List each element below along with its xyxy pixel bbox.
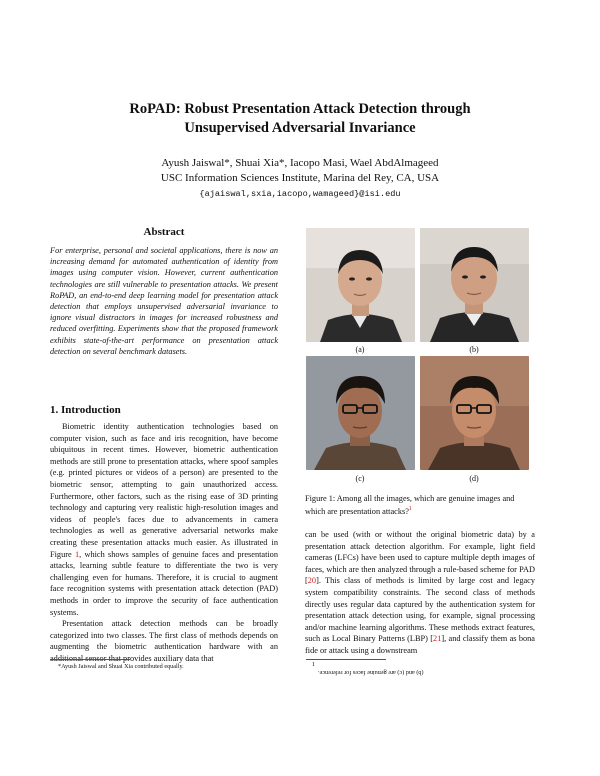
- left-footnote-rule: [50, 659, 130, 660]
- right-footnote-rule: [306, 659, 386, 660]
- citation-20-link[interactable]: 20: [307, 576, 317, 586]
- right-paragraph: [305, 529, 535, 657]
- emails: {ajaiswal,sxia,iacopo,wamageed}@isi.edu: [199, 189, 401, 199]
- figure-caption: [305, 493, 533, 517]
- right-column-body: [305, 529, 535, 657]
- face-photo-b: [420, 228, 529, 342]
- authors: Ayush Jaiswal*, Shuai Xia*, Iacopo Masi, Wael AbdAlmageed: [161, 157, 439, 169]
- section-heading-introduction: 1. Introduction: [50, 404, 121, 416]
- abstract-heading: Abstract: [143, 226, 185, 238]
- intro-p1-text-a: Biometric identity authentication technologies based on computer vision, such as face and iris recognition, have become ubiquitous in recent times. However, biometric authentication methods are still prone to presentation attacks, where spoof samples (e.g. printed pictures or videos of a person) are presented to the biometric sensor, attempting to gain unauthorized access. Furthermore, other factors, such as the rising ease of 3D printing technology and capturing very realistic high-resolution images and videos of people's faces due to advancements in camera technologies as well as generative adversarial networks make creating these presentation attacks much easier. As illustrated in Figure: [50, 422, 278, 559]
- intro-paragraph-2: Presentation attack detection methods can be broadly categorized into two classes. The first class of methods depends on augmenting the biometric authentication hardware with an additional sensor that provides auxiliary data that: [50, 619, 278, 663]
- intro-p1-text-b: , which shows samples of genuine faces and presentation attacks, learning subtle feature to differentiate the two is very challenging even for humans. Therefore, it is crucial to augment face recognition systems with presentation attack detection (PAD) methods in order to improve the security of face authentication systems.: [50, 549, 278, 617]
- panel-label-c: (c): [355, 474, 365, 483]
- left-column-body: [50, 421, 278, 664]
- author-block: [0, 156, 600, 186]
- intro-paragraph-1: [50, 421, 278, 618]
- affiliation: USC Information Sciences Institute, Marina del Rey, CA, USA: [160, 172, 440, 184]
- face-photo-d: [420, 356, 529, 470]
- figure-panel-a: [306, 228, 415, 342]
- right-text-a: can be used (with or without the original biometric data) by a presentation attack detection algorithm. For example, light field cameras (LFCs) have been used to capture multiple depth images of faces, which are then analyzed through a rule-based scheme for PAD [: [305, 530, 535, 586]
- figure-panel-d: [420, 356, 529, 470]
- citation-21-link[interactable]: 21: [433, 634, 442, 644]
- right-text-b: ]. This class of methods is limited by large cost and legacy system compatibility constraints. The second class of methods directly uses regular data captured by the authentication system for presentation attack detection using, for example, signal processing and/or machine learning algorithms. These methods extract features, such as Local Binary Patterns (LBP) [: [305, 576, 535, 644]
- figure-panel-c: [306, 356, 415, 470]
- right-footnote-flipped: (b) and (c) are genuine faces for reference.: [318, 669, 424, 676]
- panel-label-a: (a): [355, 345, 365, 354]
- paper-title: [0, 100, 600, 138]
- figure-caption-text: Figure 1: Among all the images, which are genuine images and which are presentation attacks?: [305, 494, 515, 516]
- panel-label-d: (d): [469, 474, 479, 483]
- abstract-text: For enterprise, personal and societal applications, there is now an increasing demand for automated authentication of identity from images using computer vision. However, current authentication technologies are still vulnerable to presentation attacks. We present RoPAD, an end-to-end deep learning model for presentation attack detection that employs unsupervised adversarial invariance to ignore visual distractors in images for increased robustness and reduced overfitting. Experiments show that the proposed framework exhibits state-of-the-art performance on presentation attack detection on several benchmark datasets.: [50, 246, 278, 356]
- title-line-2: Unsupervised Adversarial Invariance: [184, 120, 416, 136]
- left-footnote: *Ayush Jaiswal and Shuai Xia contributed equally.: [58, 663, 184, 670]
- title-line-1: RoPAD: Robust Presentation Attack Detection through: [129, 101, 471, 117]
- face-photo-c: [306, 356, 415, 470]
- figure-ref-link[interactable]: 1: [74, 549, 80, 559]
- right-footnote-mark: 1: [312, 661, 316, 668]
- caption-footnote-ref[interactable]: 1: [408, 506, 412, 513]
- figure-panel-b: [420, 228, 529, 342]
- face-photo-a: [306, 228, 415, 342]
- panel-label-b: (b): [469, 345, 479, 354]
- right-text-c: ], and classify them as bona fide or attack using a downstream: [305, 634, 535, 655]
